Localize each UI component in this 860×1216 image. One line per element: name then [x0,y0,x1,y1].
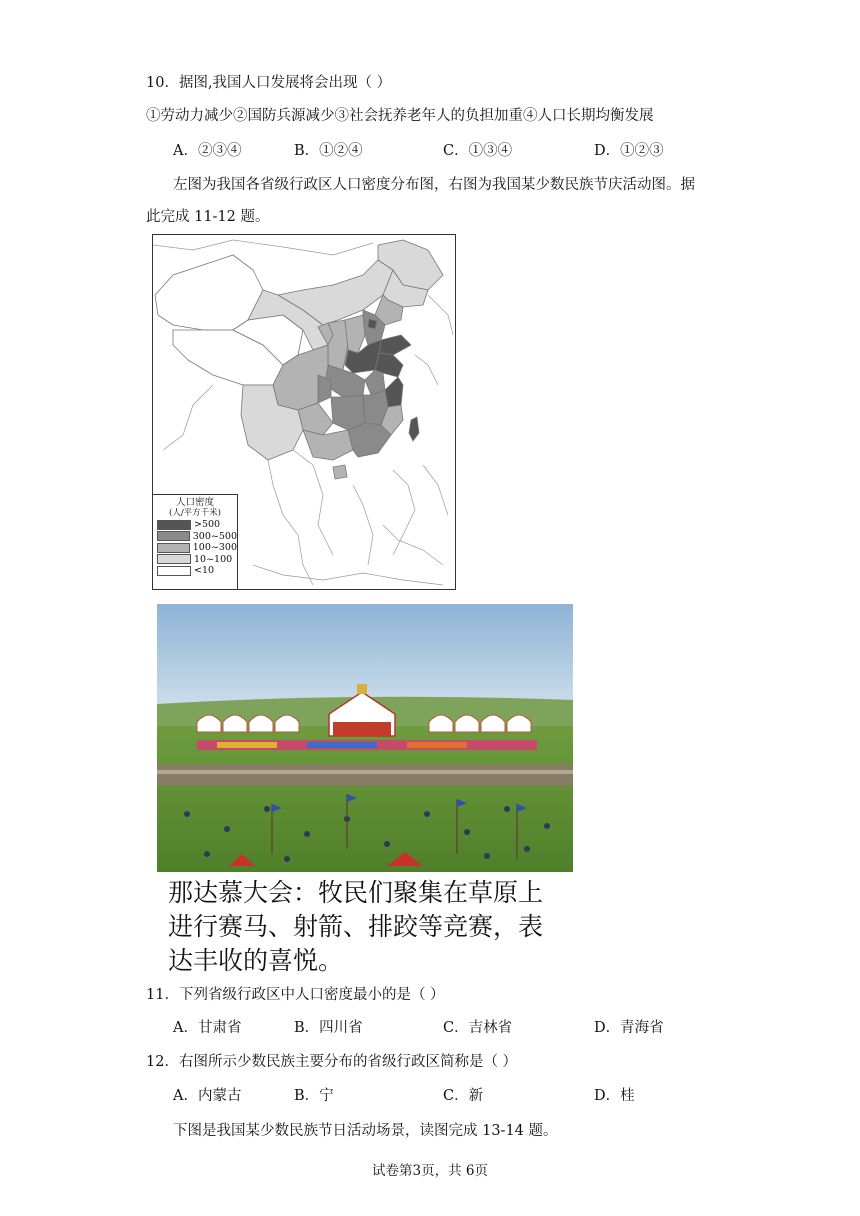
naadam-festival-photo [157,604,573,872]
q12-option-d: D．桂 [594,1088,635,1104]
q10-statement: ①劳动力减少②国防兵源减少③社会抚养老年人的负担加重④人口长期均衡发展 [146,108,654,124]
q11-option-c: C．吉林省 [443,1020,513,1036]
legend-item [157,554,237,566]
legend-item [157,542,237,554]
legend-label: >500 [194,519,221,531]
page-footer: 试卷第3页，共 6页 [372,1163,488,1179]
legend-swatch [157,566,191,576]
q11-option-a: A．甘肃省 [173,1020,242,1036]
legend-item [157,565,237,577]
q12-option-b: B．宁 [294,1088,334,1104]
legend-unit: (人/平方千米) [169,508,221,518]
legend-swatch [157,554,191,564]
caption-line: 进行赛马、射箭、排跤等竞赛，表 [168,912,544,941]
intro-11-12-line2: 此完成 11-12 题。 [146,209,270,225]
q11-stem: 11．下列省级行政区中人口密度最小的是（ ） [146,987,445,1003]
population-density-map [152,234,456,590]
caption-line: 那达慕大会：牧民们聚集在草原上 [168,878,544,907]
q10-option-d: D．①②③ [594,143,664,159]
legend-swatch [157,531,190,541]
q10-option-c: C．①③④ [443,143,513,159]
legend-swatch [157,543,190,553]
legend-title: 人口密度 [175,497,214,508]
intro-13-14: 下图是我国某少数民族节日活动场景，读图完成 13-14 题。 [173,1123,558,1139]
q10-stem: 10．据图,我国人口发展将会出现（ ） [146,75,392,91]
photo-caption [168,876,588,978]
legend-item [157,519,237,531]
caption-line: 达丰收的喜悦。 [168,946,344,975]
legend-label: 10~100 [194,553,233,565]
q11-option-d: D．青海省 [594,1020,664,1036]
legend-label: 100~300 [192,542,237,554]
legend-label: <10 [194,565,215,577]
legend-swatch [157,520,191,530]
q12-option-a: A．内蒙古 [173,1088,242,1104]
q12-option-c: C．新 [443,1088,484,1104]
legend-item [157,531,237,543]
map-legend [153,494,238,589]
q10-option-a: A．②③④ [173,143,242,159]
q12-stem: 12．右图所示少数民族主要分布的省级行政区简称是（ ） [146,1054,518,1070]
intro-11-12-line1: 左图为我国各省级行政区人口密度分布图，右图为我国某少数民族节庆活动图。据 [173,177,695,193]
legend-label: 300~500 [192,530,237,542]
q11-option-b: B．四川省 [294,1020,363,1036]
q10-option-b: B．①②④ [294,143,363,159]
